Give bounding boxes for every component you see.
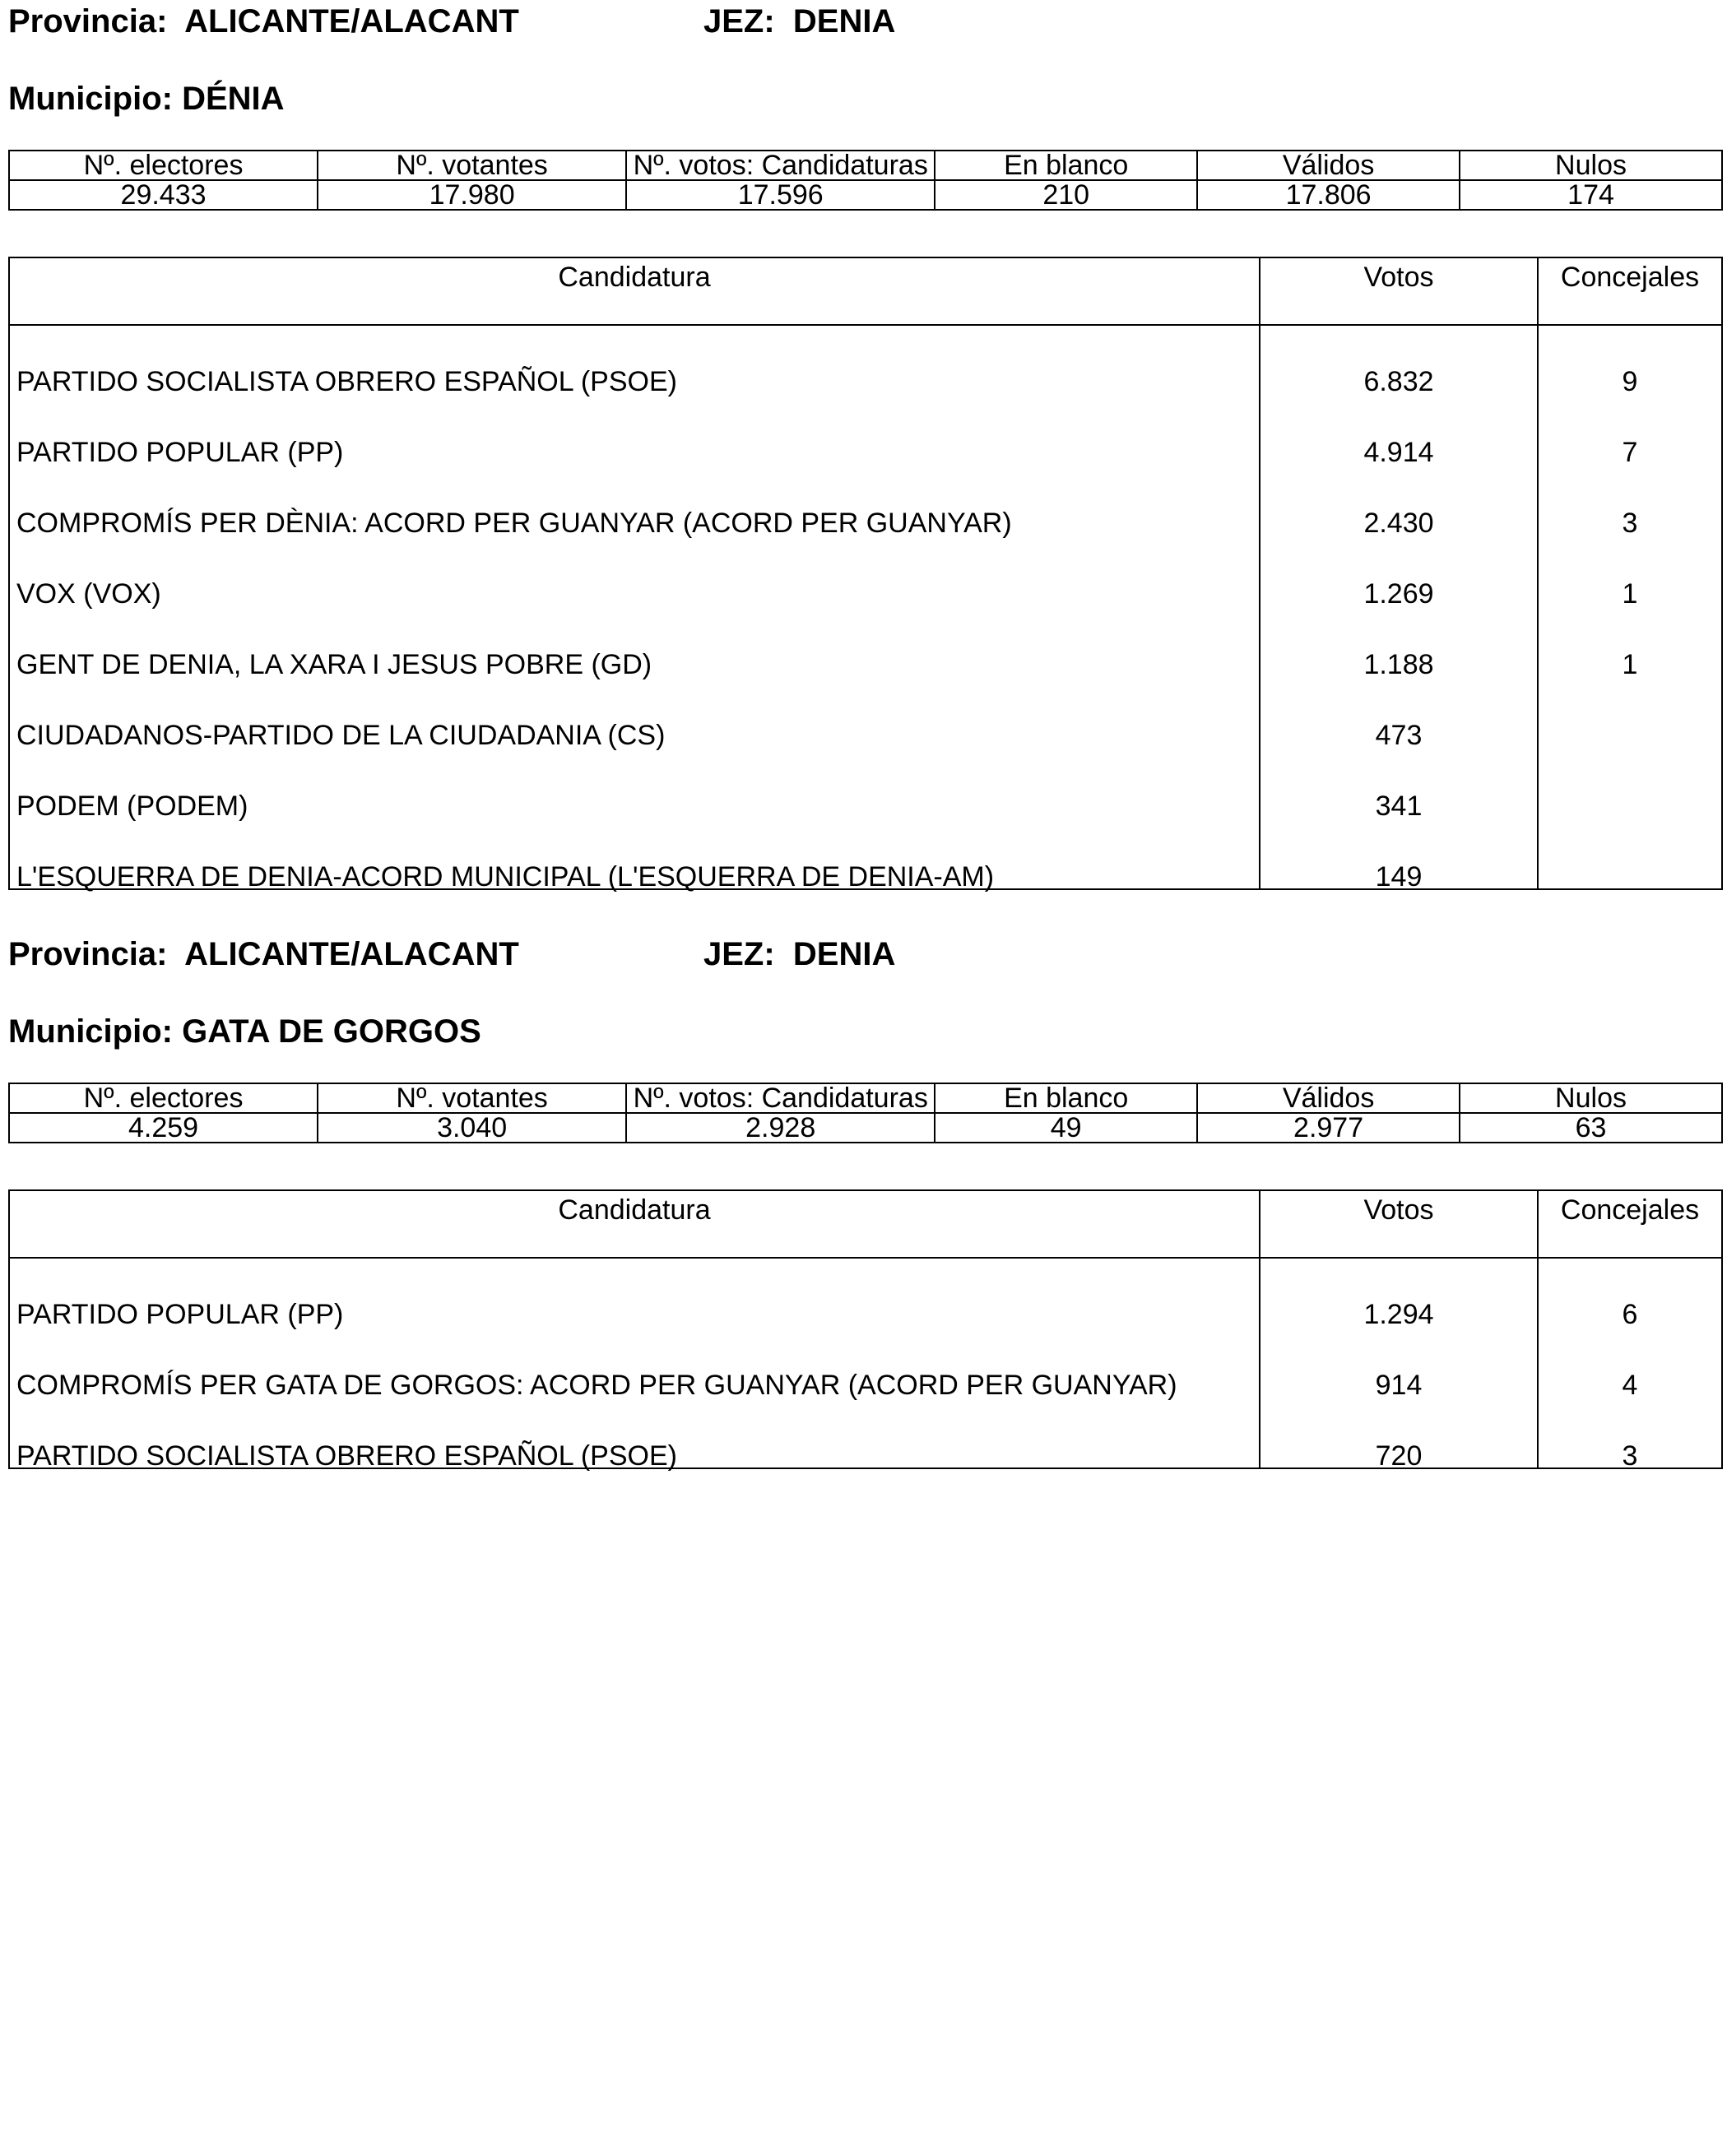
- candidatura-name: COMPROMÍS PER DÈNIA: ACORD PER GUANYAR (ACORD PER GUANYAR): [16, 508, 1012, 539]
- results-header-votos: Votos: [1260, 258, 1539, 324]
- votos-value: 2.430: [1363, 508, 1434, 539]
- stats-value-validos: 17.806: [1197, 180, 1460, 210]
- stats-header-votos-candidaturas: Nº. votos: Candidaturas: [626, 151, 935, 180]
- stats-value-electores: 29.433: [9, 180, 318, 210]
- stats-header-votos-candidaturas: Nº. votos: Candidaturas: [626, 1083, 935, 1113]
- results-col-votos: [1260, 326, 1539, 893]
- votos-value: 6.832: [1363, 366, 1434, 397]
- stats-value-nulos: 174: [1460, 180, 1722, 210]
- stats-value-electores: 4.259: [9, 1113, 318, 1143]
- provincia-label: Provincia:: [8, 3, 168, 39]
- results-header-concejales: Concejales: [1560, 1194, 1700, 1226]
- votos-value: 1.188: [1363, 649, 1434, 680]
- municipio-line: [8, 77, 285, 120]
- provincia-label: Provincia:: [8, 936, 168, 972]
- stats-header-votantes: Nº. votantes: [318, 1083, 626, 1113]
- results-header-candidatura: Candidatura: [10, 258, 1260, 324]
- stats-value-nulos: 63: [1460, 1113, 1722, 1143]
- stats-header-nulos: Nulos: [1460, 151, 1722, 180]
- stats-value-votantes: 3.040: [318, 1113, 626, 1143]
- stats-value-row: [9, 1113, 1722, 1143]
- stats-header-en-blanco: En blanco: [935, 151, 1197, 180]
- municipio-value: GATA DE GORGOS: [182, 1013, 481, 1050]
- stats-value-validos: 2.977: [1197, 1113, 1460, 1143]
- votos-value: 4.914: [1363, 437, 1434, 468]
- stats-value-votantes: 17.980: [318, 180, 626, 210]
- jez-value: DENIA: [792, 936, 896, 972]
- municipio-label: Municipio:: [8, 1013, 173, 1050]
- stats-header-row: [9, 151, 1722, 180]
- concejales-value: [1539, 760, 1721, 831]
- results-header-concejales: Concejales: [1560, 262, 1700, 293]
- concejales-value: 4: [1622, 1370, 1638, 1401]
- votos-value: 473: [1375, 720, 1423, 751]
- results-col-candidatura: [10, 1259, 1260, 1472]
- candidatura-name: CIUDADANOS-PARTIDO DE LA CIUDADANIA (CS): [16, 720, 666, 751]
- municipio-value: DÉNIA: [182, 81, 285, 117]
- candidatura-name: L'ESQUERRA DE DENIA-ACORD MUNICIPAL (L'ESQUERRA DE DENIA-AM): [16, 861, 995, 893]
- municipio-label: Municipio:: [8, 81, 173, 117]
- provincia-value: ALICANTE/ALACANT: [184, 936, 519, 972]
- candidatura-name: COMPROMÍS PER GATA DE GORGOS: ACORD PER GUANYAR (ACORD PER GUANYAR): [16, 1370, 1177, 1401]
- results-col-concejales: [1539, 1259, 1721, 1472]
- stats-value-votos-candidaturas: 2.928: [626, 1113, 935, 1143]
- candidatura-name: VOX (VOX): [16, 578, 161, 610]
- concejales-value: 7: [1622, 437, 1638, 468]
- jez-group: [703, 933, 895, 976]
- concejales-value: 6: [1622, 1299, 1638, 1330]
- concejales-value: 1: [1622, 649, 1638, 680]
- votos-value: 1.294: [1363, 1299, 1434, 1330]
- candidatura-name: GENT DE DENIA, LA XARA I JESUS POBRE (GD): [16, 649, 652, 680]
- results-table: [8, 257, 1723, 893]
- concejales-value: 9: [1622, 366, 1638, 397]
- votos-value: 341: [1375, 791, 1423, 822]
- results-col-candidatura: [10, 326, 1260, 893]
- votos-value: 914: [1375, 1370, 1423, 1401]
- votos-value: 149: [1375, 861, 1423, 893]
- stats-value-row: [9, 180, 1722, 210]
- candidatura-name: PODEM (PODEM): [16, 791, 248, 822]
- results-header-votos: Votos: [1260, 1191, 1539, 1257]
- stats-header-votantes: Nº. votantes: [318, 151, 626, 180]
- stats-header-nulos: Nulos: [1460, 1083, 1722, 1113]
- concejales-value: 1: [1622, 578, 1638, 610]
- stats-table: [8, 150, 1723, 211]
- jez-label: JEZ:: [703, 3, 775, 39]
- results-col-votos: [1260, 1259, 1539, 1472]
- candidatura-name: PARTIDO POPULAR (PP): [16, 437, 344, 468]
- stats-table: [8, 1083, 1723, 1143]
- results-header-row: [10, 1191, 1721, 1259]
- results-col-concejales: [1539, 326, 1721, 888]
- stats-header-en-blanco: En blanco: [935, 1083, 1197, 1113]
- stats-header-validos: Válidos: [1197, 1083, 1460, 1113]
- stats-header-electores: Nº. electores: [9, 151, 318, 180]
- concejales-value: [1539, 689, 1721, 760]
- candidatura-name: PARTIDO SOCIALISTA OBRERO ESPAÑOL (PSOE): [16, 366, 677, 397]
- jez-value: DENIA: [792, 3, 896, 39]
- provincia-value: ALICANTE/ALACANT: [184, 3, 519, 39]
- stats-value-en-blanco: 49: [935, 1113, 1197, 1143]
- stats-value-votos-candidaturas: 17.596: [626, 180, 935, 210]
- concejales-value: 3: [1622, 1440, 1638, 1472]
- concejales-value: 3: [1622, 508, 1638, 539]
- provincia-line: [8, 933, 896, 976]
- results-header-candidatura: Candidatura: [10, 1191, 1260, 1257]
- votos-value: 1.269: [1363, 578, 1434, 610]
- votos-value: 720: [1375, 1440, 1423, 1472]
- stats-header-electores: Nº. electores: [9, 1083, 318, 1113]
- stats-value-en-blanco: 210: [935, 180, 1197, 210]
- stats-header-row: [9, 1083, 1722, 1113]
- stats-header-validos: Válidos: [1197, 151, 1460, 180]
- concejales-value: [1539, 831, 1721, 902]
- provincia-line: [8, 0, 896, 43]
- results-table: [8, 1189, 1723, 1472]
- jez-group: [703, 0, 895, 43]
- jez-label: JEZ:: [703, 936, 775, 972]
- candidatura-name: PARTIDO SOCIALISTA OBRERO ESPAÑOL (PSOE): [16, 1440, 677, 1472]
- municipio-line: [8, 1010, 481, 1053]
- candidatura-name: PARTIDO POPULAR (PP): [16, 1299, 344, 1330]
- results-header-row: [10, 258, 1721, 326]
